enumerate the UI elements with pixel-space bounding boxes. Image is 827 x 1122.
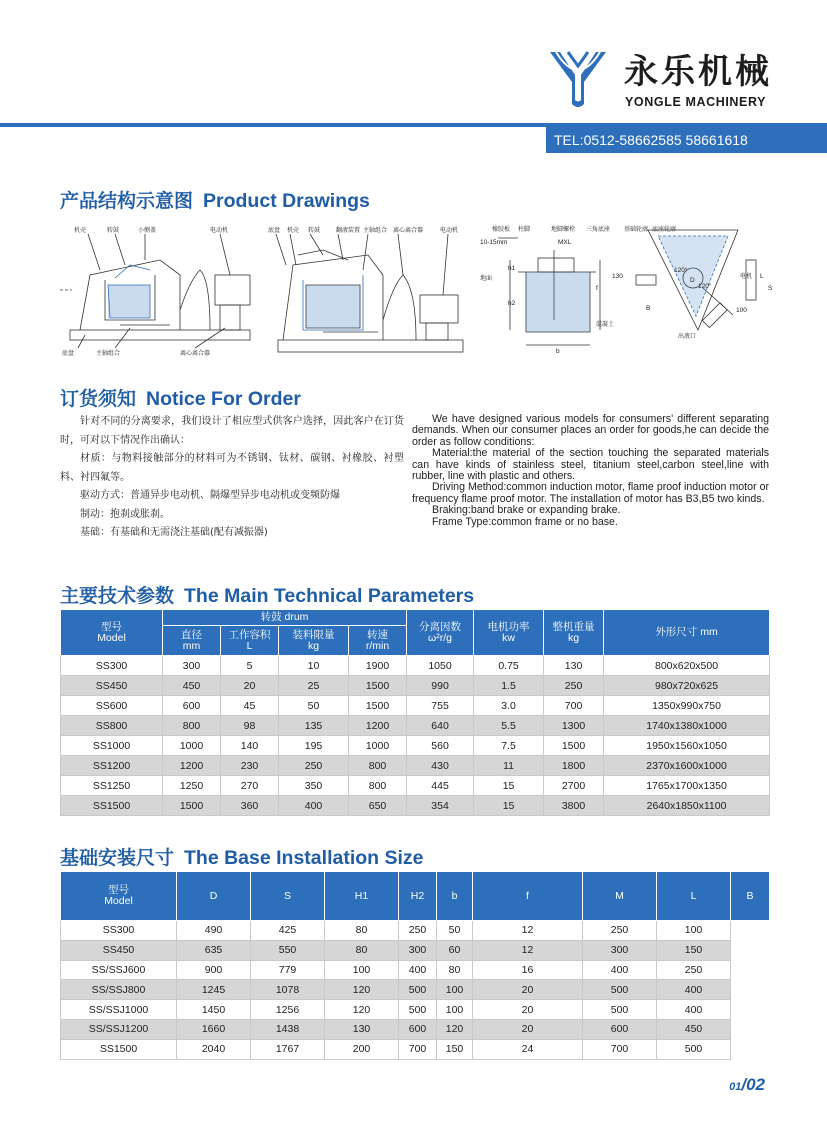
- table-row: [61, 776, 770, 796]
- table-cell: 100: [657, 921, 731, 941]
- table-cell: 250: [399, 921, 437, 941]
- header-b: b: [437, 872, 473, 921]
- table-cell: 20: [473, 980, 583, 1000]
- d3-label-10: h2: [508, 300, 516, 307]
- d2-label-3: 翻液装置: [336, 227, 361, 234]
- table-row: [61, 940, 770, 960]
- d2-label-5: 离心离合器: [393, 227, 424, 234]
- header-L: L: [657, 872, 731, 921]
- d3-label-21: 100: [736, 307, 747, 314]
- d3-label-15: 电机: [740, 273, 753, 280]
- table-cell: 230: [221, 756, 279, 776]
- table-cell: 3.0: [474, 696, 544, 716]
- table-cell: 445: [407, 776, 474, 796]
- table-row: [61, 676, 770, 696]
- table-cell: 12: [473, 921, 583, 941]
- table-cell: 500: [583, 980, 657, 1000]
- header-f: f: [473, 872, 583, 921]
- notice-en-para: Braking:band brake or expanding brake.: [432, 504, 621, 517]
- notice-cn-para: 驱动方式：普通异步电动机、隔爆型异步电动机或变频防爆: [80, 490, 340, 501]
- table-cell: 500: [657, 1039, 731, 1059]
- table-row: [61, 736, 770, 756]
- table-cell: 300: [583, 940, 657, 960]
- table-cell: SS1500: [61, 796, 163, 816]
- table-cell: 500: [583, 1000, 657, 1020]
- table-cell: 400: [399, 960, 437, 980]
- table-cell: 635: [177, 940, 251, 960]
- base-install-table: [60, 871, 770, 1060]
- table-cell: SS1250: [61, 776, 163, 796]
- table-row: [61, 921, 770, 941]
- table-cell: 15: [474, 776, 544, 796]
- table-cell: 1765x1700x1350: [604, 776, 770, 796]
- table-cell: 1000: [349, 736, 407, 756]
- table-cell: 650: [349, 796, 407, 816]
- table-cell: 600: [163, 696, 221, 716]
- tel-bar: TEL:0512-58662585 58661618: [546, 127, 827, 153]
- table-cell: 400: [279, 796, 349, 816]
- d3-label-2: 地脚螺栓: [551, 226, 576, 233]
- table-cell: 360: [221, 796, 279, 816]
- table-cell: 24: [473, 1039, 583, 1059]
- table-cell: 80: [325, 921, 399, 941]
- table-row: [61, 796, 770, 816]
- table-cell: 354: [407, 796, 474, 816]
- table-cell: 150: [657, 940, 731, 960]
- table-cell: 2700: [544, 776, 604, 796]
- table-cell: 250: [544, 676, 604, 696]
- table-cell: 1200: [163, 756, 221, 776]
- table-cell: 600: [399, 1019, 437, 1039]
- table-cell: 1050: [407, 656, 474, 676]
- table-cell: 450: [163, 676, 221, 696]
- table-cell: 640: [407, 716, 474, 736]
- main-params-table: [60, 609, 770, 816]
- table-cell: 600: [583, 1019, 657, 1039]
- table-cell: 1078: [251, 980, 325, 1000]
- table-cell: 98: [221, 716, 279, 736]
- table-cell: 1000: [163, 736, 221, 756]
- table-cell: SS300: [61, 656, 163, 676]
- table-row: [61, 980, 770, 1000]
- d1-label-0: 机壳: [74, 227, 87, 234]
- table-cell: 400: [657, 1000, 731, 1020]
- title-cn: 基础安装尺寸: [60, 847, 175, 869]
- table-cell: 12: [473, 940, 583, 960]
- table-cell: 140: [221, 736, 279, 756]
- table-cell: 50: [437, 921, 473, 941]
- d1-label-4: 底盘: [62, 350, 75, 357]
- d2-label-1: 机壳: [287, 227, 300, 234]
- table-cell: 25: [279, 676, 349, 696]
- table-cell: 1740x1380x1000: [604, 716, 770, 736]
- table-cell: 800: [349, 776, 407, 796]
- table-cell: 80: [325, 940, 399, 960]
- table-cell: 11: [474, 756, 544, 776]
- header-speed: 转速 r/min: [349, 626, 407, 656]
- brand-name-en: YONGLE MACHINERY: [625, 95, 767, 109]
- table-cell: 800x620x500: [604, 656, 770, 676]
- table-cell: 1256: [251, 1000, 325, 1020]
- table-cell: 195: [279, 736, 349, 756]
- table-cell: SS1200: [61, 756, 163, 776]
- table-cell: 1500: [163, 796, 221, 816]
- header-diameter: 直径 mm: [163, 626, 221, 656]
- table-cell: 560: [407, 736, 474, 756]
- yongle-logo-icon: [548, 48, 608, 110]
- table-cell: 1450: [177, 1000, 251, 1020]
- table-cell: 800: [349, 756, 407, 776]
- table-cell: 150: [437, 1039, 473, 1059]
- table-cell: 1500: [349, 676, 407, 696]
- table-cell: SS450: [61, 940, 177, 960]
- d3-label-8: 地面: [480, 275, 493, 282]
- d3-label-0: 橡胶板: [492, 226, 511, 233]
- table-cell: 430: [407, 756, 474, 776]
- d2-label-4: 主轴组合: [363, 227, 388, 234]
- notice-cn-para: 制动：抱刹或胀刹。: [80, 508, 170, 520]
- table-row: [61, 1019, 770, 1039]
- header-H2: H2: [399, 872, 437, 921]
- table-cell: 1438: [251, 1019, 325, 1039]
- d1-label-6: 离心离合器: [180, 350, 211, 357]
- d2-label-0: 底盘: [268, 227, 281, 234]
- header-power: 电机功率 kw: [474, 610, 544, 656]
- title-cn: 产品结构示意图: [60, 190, 194, 212]
- brand-name-cn: 永乐机械: [624, 52, 772, 92]
- d3-label-20: S: [768, 285, 773, 292]
- table-cell: 1245: [177, 980, 251, 1000]
- table-cell: 300: [399, 940, 437, 960]
- table-cell: SS450: [61, 676, 163, 696]
- table-cell: 400: [657, 980, 731, 1000]
- table-cell: 2370x1600x1000: [604, 756, 770, 776]
- header-H1: H1: [325, 872, 399, 921]
- table-cell: 20: [473, 1000, 583, 1020]
- table-row: [61, 696, 770, 716]
- table-cell: 60: [437, 940, 473, 960]
- table-cell: 120: [437, 1019, 473, 1039]
- d3-label-4: 基础轮廓: [624, 226, 649, 233]
- table-cell: 250: [279, 756, 349, 776]
- notice-text-cn: [60, 413, 404, 543]
- d2-label-6: 电动机: [440, 227, 459, 234]
- d3-label-6: 10-15mm: [480, 239, 508, 246]
- d3-label-9: h1: [508, 265, 516, 272]
- notice-cn-para: 基础：有基础和无需浇注基础(配有减振器): [80, 527, 268, 538]
- table-cell: 400: [583, 960, 657, 980]
- d3-label-7: MXL: [558, 239, 572, 246]
- table-cell: 7.5: [474, 736, 544, 756]
- header-weight: 整机重量 kg: [544, 610, 604, 656]
- table-cell: 425: [251, 921, 325, 941]
- table-cell: SS600: [61, 696, 163, 716]
- table-cell: 1767: [251, 1039, 325, 1059]
- d3-label-1: 柱脚: [518, 226, 531, 233]
- table-cell: 700: [583, 1039, 657, 1059]
- table-cell: 990: [407, 676, 474, 696]
- table-cell: 1250: [163, 776, 221, 796]
- d1-label-2: 小侧盖: [138, 227, 157, 234]
- table-cell: 5.5: [474, 716, 544, 736]
- table-cell: 1900: [349, 656, 407, 676]
- table-cell: 1.5: [474, 676, 544, 696]
- product-drawing-2: [268, 220, 473, 362]
- table-cell: 100: [437, 1000, 473, 1020]
- notice-en-para: Driving Method:common induction motor, flame proof induction motor or frequency flame proof motor. The installation of motor has B3,B5 two kinds.: [412, 481, 769, 505]
- table-row: [61, 756, 770, 776]
- d3-label-17: 120°: [698, 283, 712, 290]
- table-cell: 450: [657, 1019, 731, 1039]
- table-cell: 1660: [177, 1019, 251, 1039]
- section-title-drawings: [60, 186, 370, 213]
- table-cell: 120: [325, 1000, 399, 1020]
- d2-label-2: 转鼓: [308, 227, 321, 234]
- table-cell: SS/SSJ800: [61, 980, 177, 1000]
- notice-en-para: We have designed various models for consumers' different separating demands. When our consumer places an order for goods,he can decide the order as follow conditions:: [412, 413, 769, 448]
- header-load-limit: 装料限量 kg: [279, 626, 349, 656]
- table-cell: SS/SSJ1000: [61, 1000, 177, 1020]
- table-cell: 130: [544, 656, 604, 676]
- table-cell: SS800: [61, 716, 163, 736]
- header-drum: 转鼓 drum: [163, 610, 407, 626]
- notice-text-en: [412, 414, 769, 528]
- table-cell: 270: [221, 776, 279, 796]
- table-cell: 130: [325, 1019, 399, 1039]
- table-cell: 980x720x625: [604, 676, 770, 696]
- table-cell: 900: [177, 960, 251, 980]
- title-cn: 主要技术参数: [60, 585, 175, 607]
- table-cell: 1800: [544, 756, 604, 776]
- section-title-notice: [60, 384, 301, 411]
- table-cell: 20: [221, 676, 279, 696]
- table-cell: 15: [474, 796, 544, 816]
- title-en: Product Drawings: [203, 190, 370, 212]
- d3-label-23: 出液口: [678, 333, 697, 340]
- notice-en-para: Frame Type:common frame or no base.: [432, 515, 618, 528]
- table-cell: 50: [279, 696, 349, 716]
- table-cell: 2640x1850x1100: [604, 796, 770, 816]
- table-cell: SS1500: [61, 1039, 177, 1059]
- notice-cn-para: 针对不同的分离要求，我们设计了相应型式供客户选择，因此客户在订货时，可对以下情况作出确认：: [60, 416, 404, 446]
- table-cell: 1500: [349, 696, 407, 716]
- table-cell: 300: [163, 656, 221, 676]
- notice-en-para: Material:the material of the section touching the separated materials can have kinds of stainless steel, titanium steel,carbon steel,line with rubber, line with plastic and others.: [412, 447, 769, 483]
- header-dimensions: 外形尺寸 mm: [604, 610, 770, 656]
- d3-label-16: 120°: [674, 267, 688, 274]
- table-cell: 250: [583, 921, 657, 941]
- table-cell: 16: [473, 960, 583, 980]
- d1-label-5: 主轴组合: [96, 350, 121, 357]
- header-B: B: [731, 872, 770, 921]
- d3-label-11: 130: [612, 273, 623, 280]
- table-cell: 700: [399, 1039, 437, 1059]
- table-row: [61, 1000, 770, 1020]
- table-cell: 20: [473, 1019, 583, 1039]
- table-cell: 779: [251, 960, 325, 980]
- table-cell: 0.75: [474, 656, 544, 676]
- table-row: [61, 716, 770, 736]
- d1-label-1: 转鼓: [107, 227, 120, 234]
- d3-label-19: L: [760, 273, 764, 280]
- d1-label-3: 电动机: [210, 227, 229, 234]
- d3-label-3: 三角底座: [586, 226, 611, 233]
- header-sep-factor: 分离因数 ω²r/g: [407, 610, 474, 656]
- table-cell: 3800: [544, 796, 604, 816]
- header-M: M: [583, 872, 657, 921]
- table-cell: 2040: [177, 1039, 251, 1059]
- table-cell: 135: [279, 716, 349, 736]
- table-row: [61, 960, 770, 980]
- table-cell: SS/SSJ600: [61, 960, 177, 980]
- table-cell: 755: [407, 696, 474, 716]
- table-cell: 5: [221, 656, 279, 676]
- d3-label-13: b: [556, 348, 560, 355]
- d3-label-12: f: [596, 285, 598, 292]
- table-cell: 490: [177, 921, 251, 941]
- table-cell: SS300: [61, 921, 177, 941]
- table-cell: 1500: [544, 736, 604, 756]
- table-cell: 100: [437, 980, 473, 1000]
- header-capacity: 工作容积 L: [221, 626, 279, 656]
- table-cell: 120: [325, 980, 399, 1000]
- title-en: The Base Installation Size: [184, 847, 424, 869]
- section-title-main-params: [60, 581, 474, 608]
- table-cell: 1350x990x750: [604, 696, 770, 716]
- header-model: 型号 Model: [61, 610, 163, 656]
- d3-label-22: B: [646, 305, 651, 312]
- table-cell: SS1000: [61, 736, 163, 756]
- table-cell: SS/SSJ1200: [61, 1019, 177, 1039]
- table-cell: 80: [437, 960, 473, 980]
- table-row: [61, 1039, 770, 1059]
- table-cell: 200: [325, 1039, 399, 1059]
- table-cell: 800: [163, 716, 221, 736]
- header-model: 型号 Model: [61, 872, 177, 921]
- table-cell: 10: [279, 656, 349, 676]
- page-left: 01: [729, 1081, 742, 1093]
- table-cell: 250: [657, 960, 731, 980]
- section-title-base-install: [60, 843, 424, 870]
- table-cell: 45: [221, 696, 279, 716]
- table-cell: 100: [325, 960, 399, 980]
- title-en: Notice For Order: [146, 388, 301, 410]
- notice-cn-para: 材质：与物料接触部分的材料可为不锈钢、钛材、碳钢、衬橡胶、衬塑料、衬四氟等。: [60, 453, 404, 483]
- product-drawing-3-base: [478, 220, 773, 362]
- table-cell: 700: [544, 696, 604, 716]
- table-cell: 350: [279, 776, 349, 796]
- table-cell: 500: [399, 980, 437, 1000]
- product-drawing-1: [60, 220, 265, 362]
- table-cell: 1300: [544, 716, 604, 736]
- table-row: [61, 656, 770, 676]
- d3-label-18: D: [690, 277, 695, 284]
- d3-label-14: 混凝土: [596, 321, 615, 328]
- title-en: The Main Technical Parameters: [184, 585, 475, 607]
- table-cell: 550: [251, 940, 325, 960]
- table-cell: 1200: [349, 716, 407, 736]
- header-S: S: [251, 872, 325, 921]
- page-number: 01/02: [729, 1075, 765, 1094]
- table-cell: 500: [399, 1000, 437, 1020]
- d3-label-5: 底座轮廓: [652, 226, 677, 233]
- table-cell: 1950x1560x1050: [604, 736, 770, 756]
- title-cn: 订货须知: [60, 388, 137, 410]
- page-right: 02: [746, 1075, 765, 1094]
- header-D: D: [177, 872, 251, 921]
